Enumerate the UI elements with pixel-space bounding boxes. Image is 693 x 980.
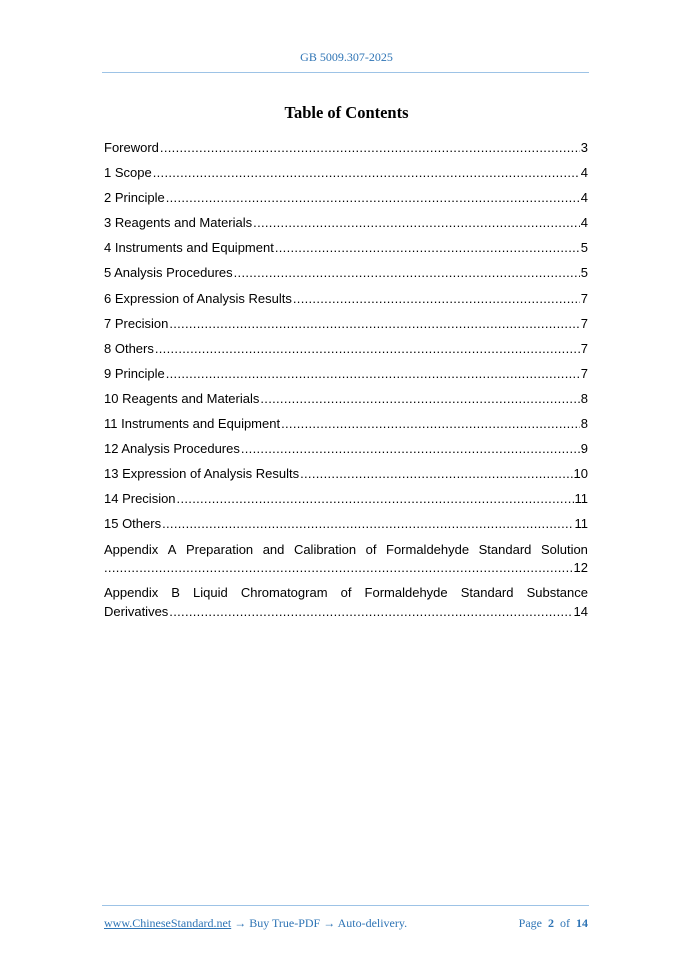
dot-leader bbox=[166, 365, 580, 383]
label-word: Standard bbox=[478, 541, 532, 557]
toc-entry-page: 11 bbox=[574, 491, 588, 507]
toc-entry-page: 5 bbox=[580, 265, 588, 281]
of-word: of bbox=[560, 916, 570, 930]
footer-divider bbox=[102, 905, 589, 906]
toc-entry-page: 4 bbox=[580, 215, 588, 231]
label-word: and bbox=[262, 541, 285, 557]
label-word: of bbox=[340, 585, 352, 600]
toc-entry-label: 7 Precision bbox=[104, 315, 169, 331]
toc-entry-others[interactable] bbox=[104, 340, 588, 365]
label-word: B bbox=[171, 585, 180, 600]
dot-leader bbox=[234, 264, 580, 282]
toc-entry-label: 3 Reagents and Materials bbox=[104, 215, 253, 231]
toc-entry-page: 5 bbox=[580, 240, 588, 256]
dot-leader bbox=[275, 239, 580, 257]
dot-leader bbox=[293, 290, 580, 308]
toc-entry-instruments-equipment-2[interactable] bbox=[104, 415, 588, 440]
dot-leader bbox=[241, 440, 580, 458]
page-total: 14 bbox=[576, 916, 588, 930]
label-word: Solution bbox=[540, 541, 588, 557]
label-word: Calibration bbox=[293, 541, 357, 557]
toc-entry-expression-results-2[interactable] bbox=[104, 465, 588, 490]
toc-entry-reagents-materials-2[interactable] bbox=[104, 390, 588, 415]
header-divider bbox=[102, 72, 589, 73]
toc-entry-appendix-a[interactable] bbox=[104, 541, 588, 578]
label-word: Appendix bbox=[104, 541, 159, 557]
label-word: Formaldehyde bbox=[386, 541, 470, 557]
dot-leader bbox=[177, 490, 574, 508]
toc-entry-label: Foreword bbox=[104, 140, 159, 155]
toc-entry-label: 1 Scope bbox=[104, 165, 152, 181]
label-word: A bbox=[167, 541, 177, 557]
toc-entry-page: 7 bbox=[580, 315, 588, 331]
toc-entry-principle[interactable] bbox=[104, 189, 588, 214]
dot-leader bbox=[166, 189, 580, 207]
toc-entry-label: 11 Instruments and Equipment bbox=[104, 416, 281, 432]
promo-text: → Buy True-PDF → Auto-delivery. bbox=[231, 916, 408, 930]
toc-entry-foreword[interactable] bbox=[104, 139, 588, 164]
toc-entry-page: 7 bbox=[580, 365, 588, 381]
label-word: Preparation bbox=[185, 541, 254, 557]
toc-entry-precision[interactable] bbox=[104, 315, 588, 340]
footer-promo bbox=[104, 916, 407, 931]
toc-entry-page: 8 bbox=[580, 416, 588, 432]
dot-leader bbox=[260, 390, 579, 408]
dot-leader bbox=[153, 164, 580, 182]
dot-leader bbox=[155, 340, 580, 358]
label-word: Appendix bbox=[104, 585, 159, 600]
toc-entry-page: 12 bbox=[573, 560, 588, 575]
label-word: Formaldehyde bbox=[364, 585, 448, 600]
toc-entry-page: 10 bbox=[573, 466, 588, 482]
toc-entry-analysis-procedures-2[interactable] bbox=[104, 440, 588, 465]
dot-leader bbox=[253, 214, 580, 232]
toc-entry-page: 7 bbox=[580, 340, 588, 356]
toc-entry-page: 9 bbox=[580, 441, 588, 457]
label-word: Substance bbox=[526, 585, 588, 600]
toc-entry-page: 4 bbox=[580, 190, 588, 206]
toc-entry-label: 15 Others bbox=[104, 516, 162, 532]
dot-leader bbox=[169, 315, 579, 333]
toc-entry-reagents-materials[interactable] bbox=[104, 214, 588, 239]
toc-entry-label: 9 Principle bbox=[104, 365, 165, 381]
dot-leader bbox=[300, 465, 572, 483]
toc-entry-analysis-procedures[interactable] bbox=[104, 264, 588, 289]
toc-entry-precision-2[interactable] bbox=[104, 490, 588, 515]
dot-leader bbox=[169, 603, 572, 622]
toc-entry-page: 7 bbox=[580, 290, 588, 306]
label-word: Chromatogram bbox=[240, 585, 328, 600]
toc-entry-label: 8 Others bbox=[104, 340, 154, 356]
toc-entry-page: 11 bbox=[574, 516, 588, 532]
toc-entry-label bbox=[104, 541, 588, 560]
toc-entry-label: 10 Reagents and Materials bbox=[104, 390, 260, 406]
dot-leader bbox=[281, 415, 580, 433]
dot-leader bbox=[160, 139, 580, 157]
toc-entry-label: 2 Principle bbox=[104, 190, 165, 206]
toc-entry-label: 4 Instruments and Equipment bbox=[104, 240, 274, 256]
label-word: of bbox=[365, 541, 377, 557]
toc-entry-page: 3 bbox=[580, 140, 588, 155]
toc-entry-label-continued: Derivatives bbox=[104, 603, 169, 619]
toc-entry-label: 13 Expression of Analysis Results bbox=[104, 466, 300, 482]
toc-entry-instruments-equipment[interactable] bbox=[104, 239, 588, 264]
site-link[interactable]: www.ChineseStandard.net bbox=[104, 916, 232, 930]
toc-entry-expression-results[interactable] bbox=[104, 290, 588, 315]
toc-entry-label: 14 Precision bbox=[104, 491, 176, 507]
toc-entry-page: 4 bbox=[580, 165, 588, 181]
toc-entry-others-2[interactable] bbox=[104, 515, 588, 540]
dot-leader bbox=[162, 515, 573, 533]
label-word: Liquid bbox=[193, 585, 228, 600]
toc-entry-label: 12 Analysis Procedures bbox=[104, 441, 240, 457]
dot-leader bbox=[104, 559, 573, 578]
page-indicator bbox=[519, 916, 588, 931]
standard-code: GB 5009.307-2025 bbox=[300, 50, 393, 64]
label-word: Standard bbox=[460, 585, 514, 600]
page-current: 2 bbox=[548, 916, 554, 930]
toc-entry-scope[interactable] bbox=[104, 164, 588, 189]
page-word: Page bbox=[518, 916, 542, 930]
toc-entry-label bbox=[104, 584, 588, 603]
toc-entry-principle-2[interactable] bbox=[104, 365, 588, 390]
page-header bbox=[0, 50, 693, 65]
toc-entry-label: 6 Expression of Analysis Results bbox=[104, 290, 292, 306]
toc-entry-appendix-b[interactable] bbox=[104, 584, 588, 621]
toc-entry-label: 5 Analysis Procedures bbox=[104, 265, 233, 281]
table-of-contents bbox=[104, 139, 588, 628]
page-title: Table of Contents bbox=[284, 103, 409, 122]
toc-entry-page: 8 bbox=[580, 390, 588, 406]
toc-entry-page: 14 bbox=[573, 603, 588, 619]
